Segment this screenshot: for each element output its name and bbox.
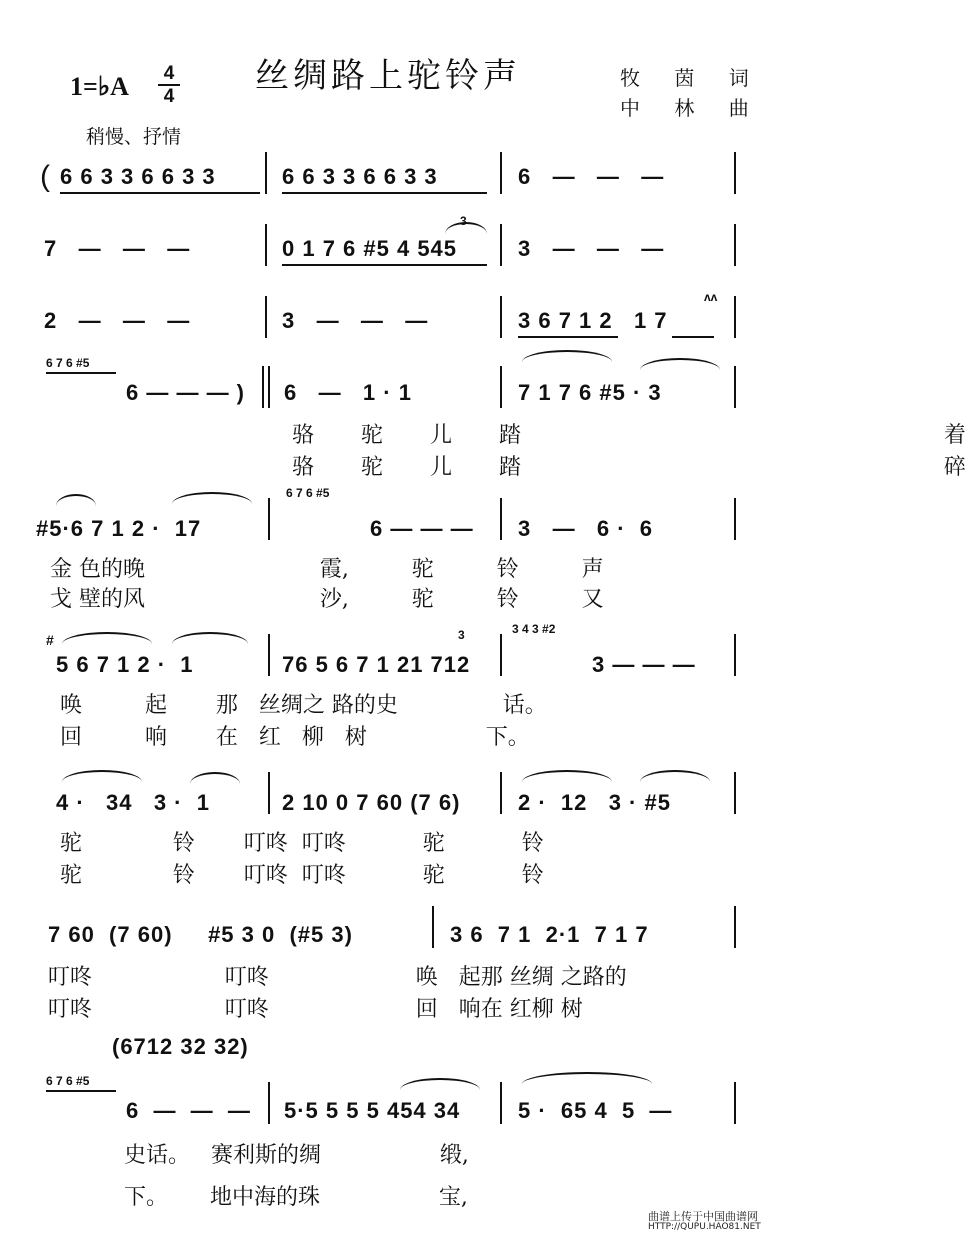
barline [432, 906, 434, 948]
row-2-bar-2: 0 1 7 6 #5 4 545 [282, 236, 458, 261]
barline [500, 498, 502, 540]
beam [60, 192, 260, 194]
row-1-bar-2: 6 6 3 3 6 6 3 3 [282, 164, 438, 189]
barline [262, 366, 264, 408]
grace-beam [46, 1090, 116, 1092]
row-8-lyrics-2: 叮咚 叮咚 回 响在 红柳 树 [48, 997, 583, 1022]
triplet-mark: 3 [458, 628, 465, 642]
row-8-bar-1: 7 60 (7 60) #5 3 0 (#5 3) [48, 922, 353, 947]
slur [190, 772, 240, 784]
row-4-bar-1: 6 — — — ) [126, 380, 246, 405]
composer-credit: 中 林 曲 [620, 96, 763, 120]
row-5-lyrics-1: 金 色的晚 霞, 驼 铃 声 [50, 557, 604, 582]
tempo-marking: 稍慢、抒情 [86, 126, 182, 148]
row-7-bar-2: 2 10 0 7 60 (7 6) [282, 790, 461, 815]
row-3-bar-1: 2 — — — [44, 308, 191, 333]
slur [522, 1072, 652, 1084]
row-5-bar-3: 3 — 6 · 6 [518, 516, 654, 541]
slur [62, 770, 142, 782]
row-6-lyrics-2: 回 响 在 红 柳 树 下。 [60, 725, 530, 750]
row-1-bar-3: 6 — — — [518, 164, 665, 189]
row-7-bar-1: 4 · 34 3 · 1 [56, 790, 210, 815]
watermark-line-2: HTTP://QUPU.HAO81.NET [648, 1222, 761, 1232]
row-1-bar-1: 6 6 3 3 6 6 3 3 [60, 164, 216, 189]
row-5-bar-2: 6 — — — [370, 516, 474, 541]
meter-top: 4 [163, 63, 175, 84]
row-2-bar-3: 3 — — — [518, 236, 665, 261]
barline [734, 1082, 736, 1124]
slur [400, 1078, 480, 1090]
barline [734, 296, 736, 338]
lyricist-credit: 牧 茵 词 [620, 66, 763, 90]
barline [500, 1082, 502, 1124]
row-8-bar-3: 3 6 7 1 2·1 7 1 7 [450, 922, 649, 947]
slur [522, 770, 612, 782]
watermark-line-1: 曲谱上传于中国曲谱网 [648, 1210, 758, 1223]
beam [282, 264, 487, 266]
barline [265, 224, 267, 266]
mordent-mark: ʌʌ [704, 290, 718, 304]
row-6-lyrics-1: 唤 起 那 丝绸之 路的史 话。 [60, 693, 547, 718]
barline [500, 296, 502, 338]
barline [500, 634, 502, 676]
row-2-bar-1: 7 — — — [44, 236, 191, 261]
grace-notes: 3 4 3 #2 [512, 622, 556, 636]
barline [734, 224, 736, 266]
row-9-bar-1: 6 — — — [126, 1098, 251, 1123]
slur [56, 494, 96, 506]
slur [640, 770, 710, 782]
row-8-lyrics-1: 叮咚 叮咚 唤 起那 丝绸 之路的 [48, 965, 627, 990]
row-5-bar-1: #5·6 7 1 2 · 17 [36, 516, 202, 541]
row-3-bar-2: 3 — — — [282, 308, 429, 333]
beam [518, 336, 618, 338]
row-9-lyrics-2: 下。 地中海的珠 宝, [124, 1185, 468, 1210]
barline [268, 498, 270, 540]
sharp-mark: # [46, 632, 55, 648]
barline [268, 1082, 270, 1124]
barline [268, 634, 270, 676]
barline [268, 772, 270, 814]
barline [500, 366, 502, 408]
time-signature [158, 64, 180, 106]
row-9-upper-line: (6712 32 32) [112, 1034, 249, 1059]
row-6-bar-1: 5 6 7 1 2 · 1 [56, 652, 194, 677]
row-7-lyrics-1: 驼 铃 叮咚 叮咚 驼 铃 [60, 831, 544, 856]
row-4-lyrics-2: 骆 驼 儿 踏 碎 [292, 455, 966, 480]
barline [734, 634, 736, 676]
barline [734, 152, 736, 194]
slur [62, 632, 152, 644]
slur [640, 358, 720, 370]
meter-bottom: 4 [163, 86, 175, 107]
row-7-lyrics-2: 驼 铃 叮咚 叮咚 驼 铃 [60, 863, 544, 888]
key-signature: 1=♭A [70, 72, 129, 101]
slur [172, 632, 248, 644]
row-9-bar-3: 5 · 65 4 5 — [518, 1098, 673, 1123]
barline [734, 366, 736, 408]
page-title: 丝绸路上驼铃声 [255, 56, 521, 96]
grace-notes: 6 7 6 #5 [46, 1074, 90, 1088]
beam [672, 336, 714, 338]
row-6-bar-2: 76 5 6 7 1 21 712 [282, 652, 471, 677]
barline [265, 152, 267, 194]
barline [734, 906, 736, 948]
barline [268, 366, 270, 408]
row-4-bar-2: 6 — 1 · 1 [284, 380, 412, 405]
beam [282, 192, 487, 194]
triplet-mark: 3 [460, 214, 467, 228]
barline [734, 772, 736, 814]
row-7-bar-3: 2 · 12 3 · #5 [518, 790, 671, 815]
grace-beam [46, 372, 116, 374]
row-9-lyrics-1: 史话。 赛利斯的绸 缎, [124, 1143, 469, 1168]
slur [522, 350, 612, 362]
row-1-opening-paren: ( [40, 160, 51, 193]
row-4-lyrics-1: 骆 驼 儿 踏 着 [292, 423, 966, 448]
row-6-bar-3: 3 — — — [592, 652, 696, 677]
barline [500, 772, 502, 814]
barline [734, 498, 736, 540]
row-3-bar-3: 3 6 7 1 2 1 7 [518, 308, 668, 333]
barline [500, 224, 502, 266]
row-5-lyrics-2: 戈 壁的风 沙, 驼 铃 又 [50, 587, 604, 612]
grace-notes: 6 7 6 #5 [46, 356, 90, 370]
barline [500, 152, 502, 194]
row-4-bar-3: 7 1 7 6 #5 · 3 [518, 380, 662, 405]
grace-notes: 6 7 6 #5 [286, 486, 330, 500]
row-9-bar-2: 5·5 5 5 5 454 34 [284, 1098, 461, 1123]
slur [172, 492, 252, 504]
barline [265, 296, 267, 338]
